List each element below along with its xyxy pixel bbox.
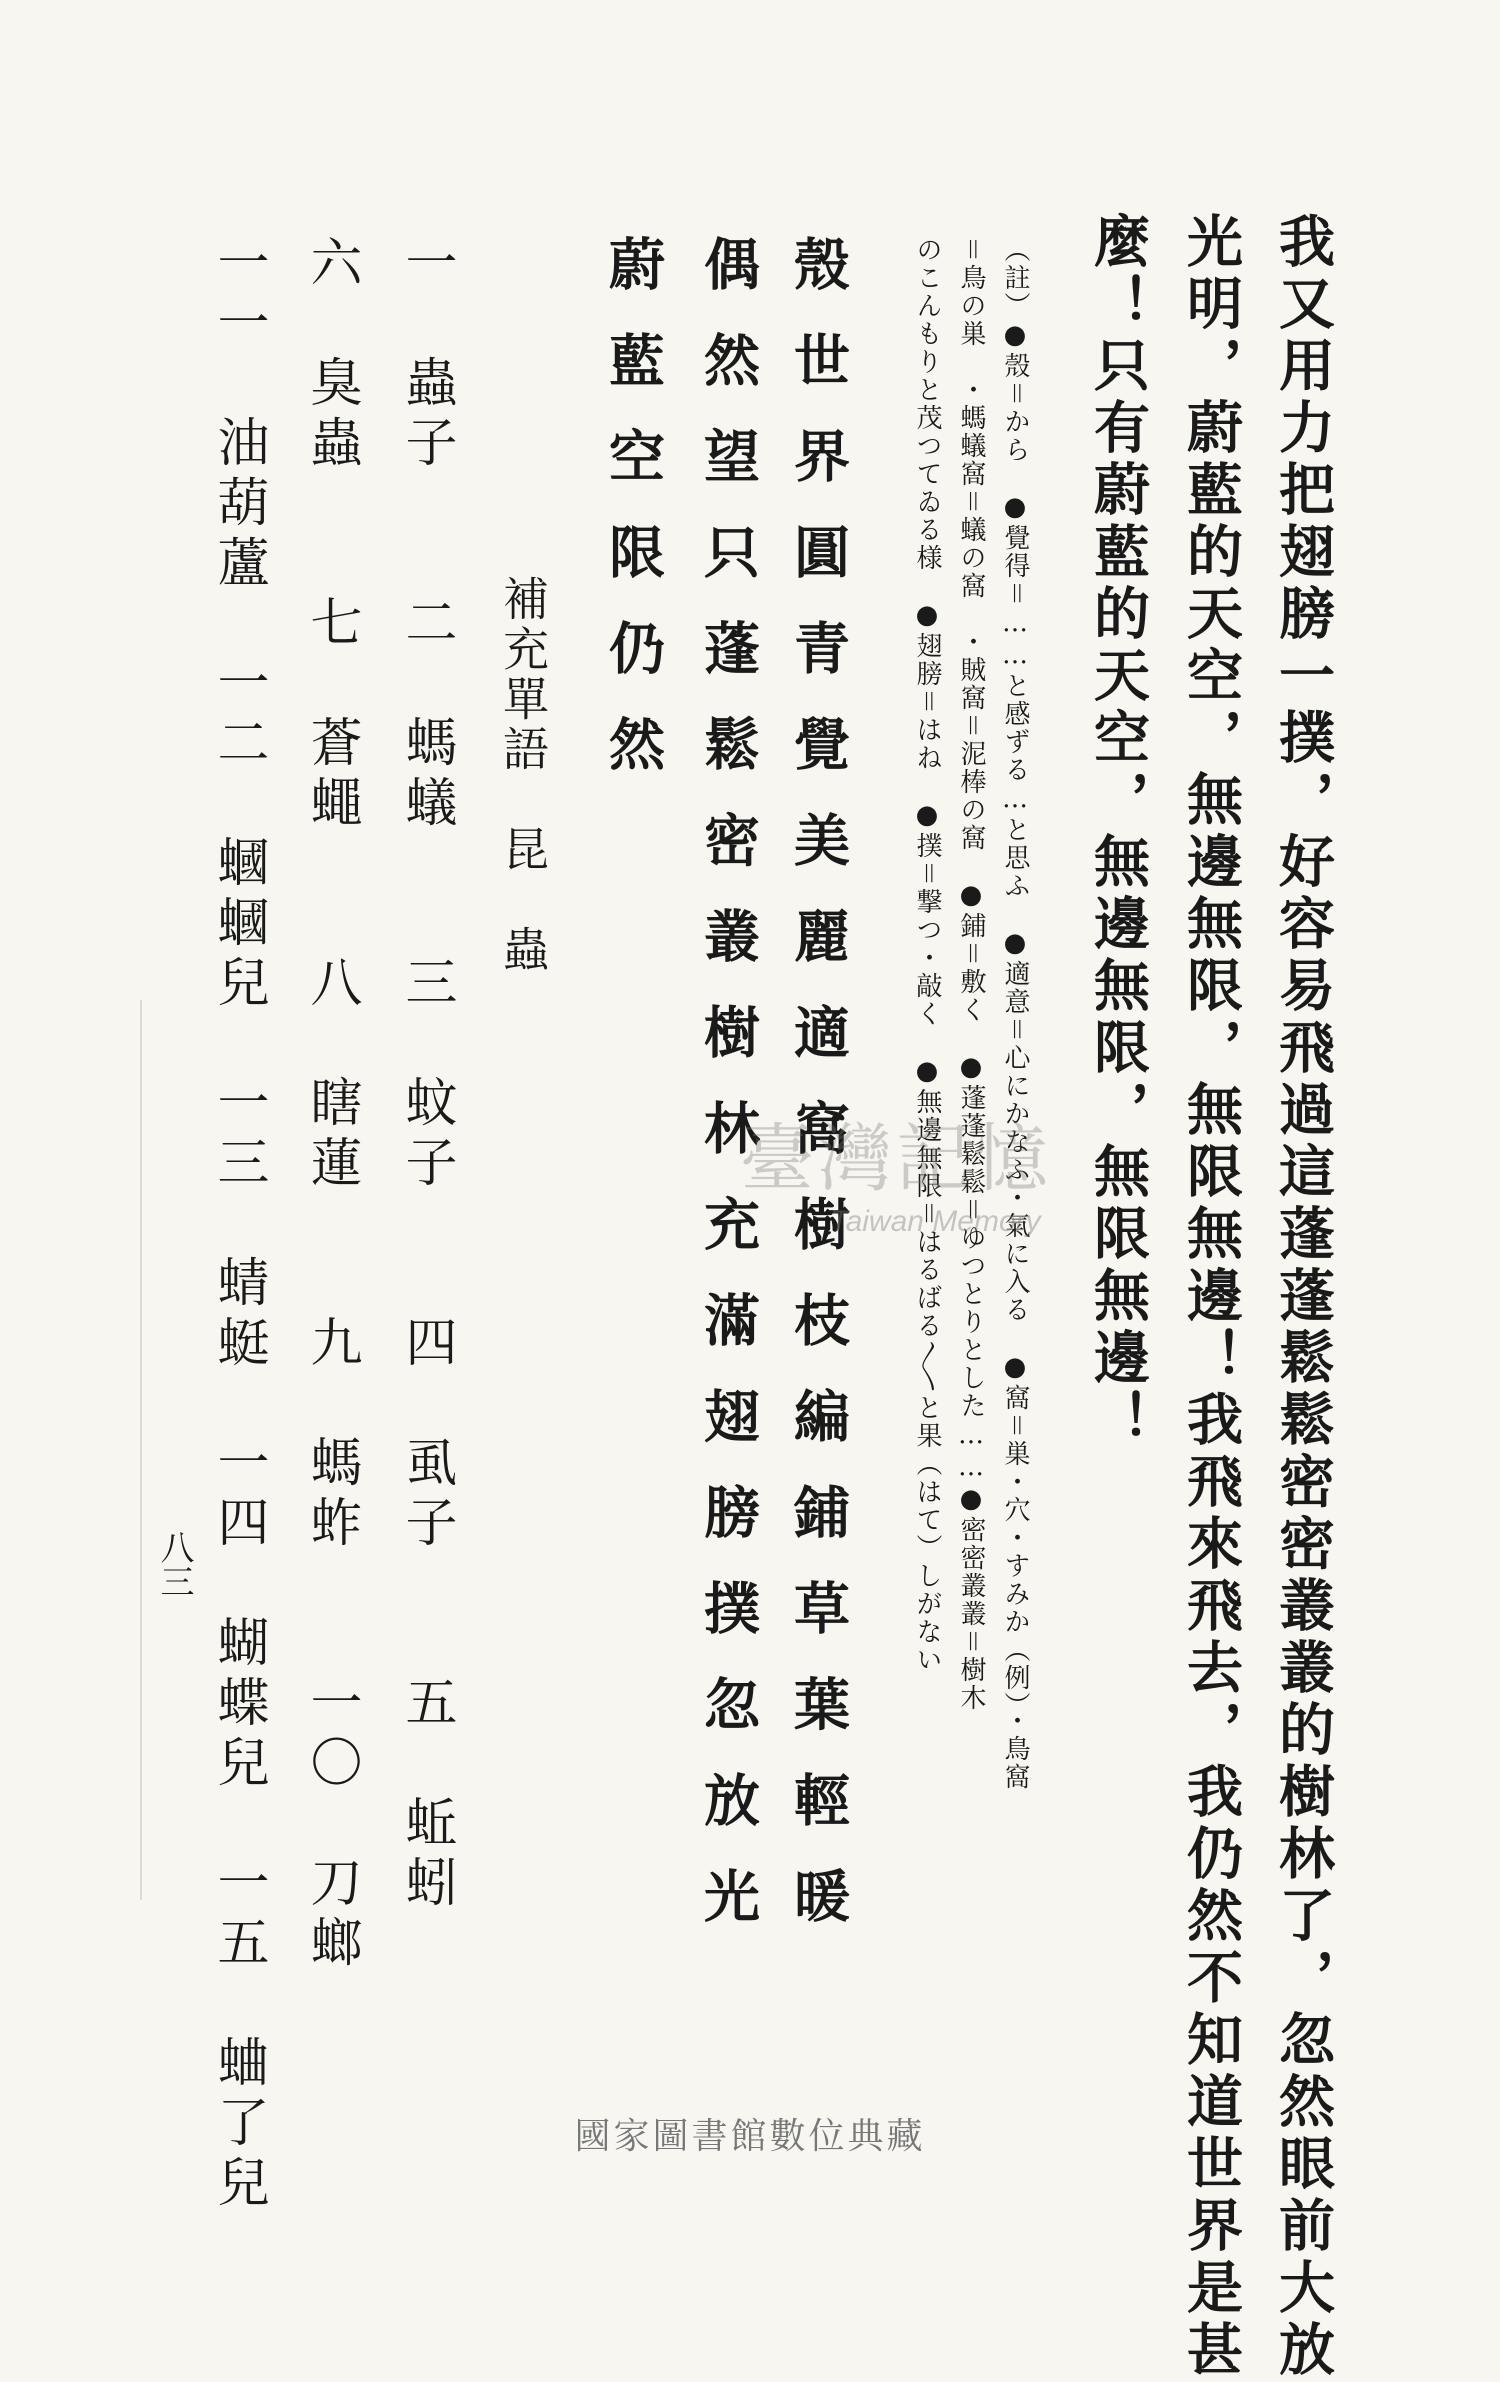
- watermark-logo: 臺灣記憶: [740, 1116, 1052, 1202]
- page-number: 八三: [154, 1530, 194, 1598]
- watermark-subtitle: Taiwan Memory: [830, 1205, 1041, 1238]
- body-line-1: 我又用力把翅膀一撲，好容易飛過這蓬蓬鬆鬆密密叢叢的樹林了，忽然眼前大放: [1270, 212, 1336, 2382]
- vocab-column-3: 一一 油葫蘆 一二 蟈蟈兒 一三 蜻蜓 一四 蝴蝶兒 一五 蛐了兒: [208, 235, 268, 2215]
- left-margin-line: [140, 1000, 142, 1900]
- footer-archive-label: 國家圖書館數位典藏: [574, 2116, 926, 2157]
- body-line-3: 麼！只有蔚藍的天空，無邊無限，無限無邊！: [1085, 212, 1151, 1452]
- supplement-heading: 補充單語 昆 蟲: [496, 575, 550, 975]
- body-line-2: 光明，蔚藍的天空，無邊無限，無限無邊！我飛來飛去，我仍然不知道世界是甚: [1178, 212, 1244, 2382]
- vocab-column-1: 一 蟲子 二 螞蟻 三 蚊子 四 虱子 五 蚯蚓: [396, 235, 456, 1915]
- vocab-column-2: 六 臭蟲 七 蒼蠅 八 瞎蓮 九 螞蚱 一〇 刀螂: [301, 235, 361, 1975]
- note-line-1: （註）●殼＝から ●覺得＝……と感ずる…と思ふ ●適意＝心にかなふ・氣に入る ●窩＝巣・穴・すみか（例）・鳥窩: [1000, 236, 1030, 1791]
- reading-line-1: 殼世界圓青覺美麗適窩樹枝編鋪草葉輕暖: [785, 235, 851, 1963]
- note-line-2: ＝鳥の巣 ・螞蟻窩＝蟻の窩 ・賊窩＝泥棒の窩 ●鋪＝敷く ●蓬蓬鬆鬆＝ゆつとりとした……●密密叢叢＝樹木: [956, 236, 986, 1712]
- note-line-3: のこんもりと茂つてゐる様 ●翅膀＝はね ●撲＝撃つ・敲く ●無邊無限＝はるばる〳〵と果（はて）しがない: [912, 236, 942, 1674]
- reading-line-3: 蔚藍空限仍然: [600, 235, 666, 811]
- reading-line-2: 偶然望只蓬鬆密叢樹林充滿翅膀撲忽放光: [695, 235, 761, 1963]
